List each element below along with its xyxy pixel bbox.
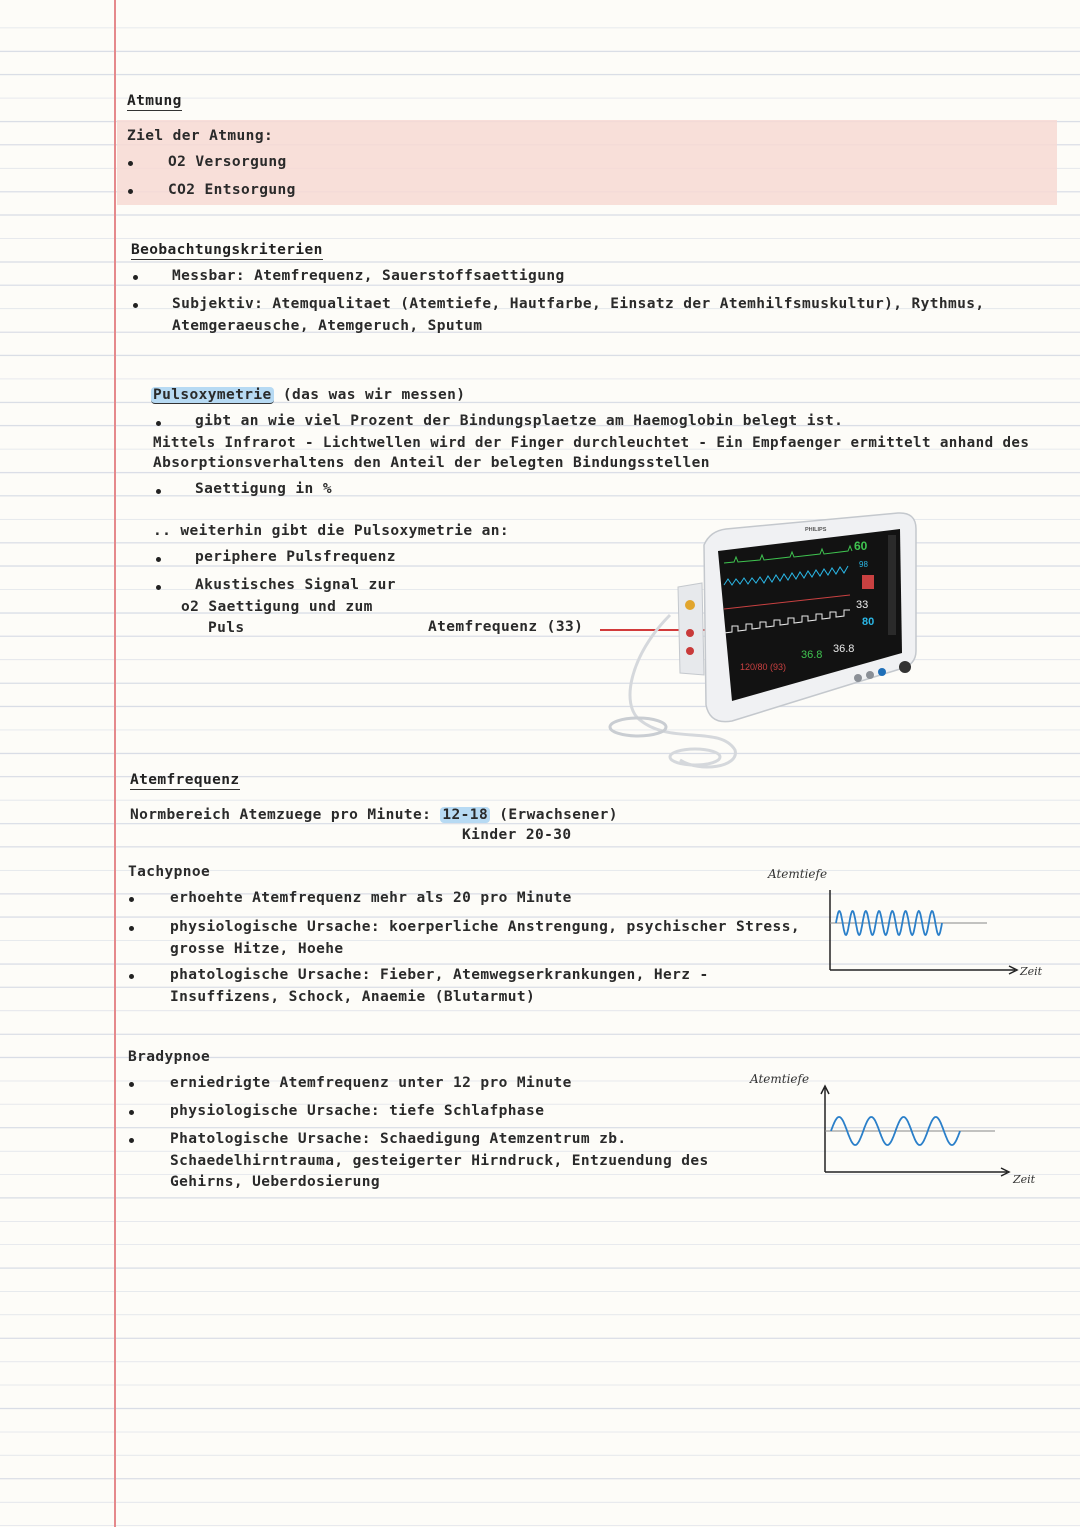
- bullet: [133, 303, 138, 308]
- ziel-item: O2 Versorgung: [168, 154, 287, 170]
- pulsoxymetrie-title: [151, 387, 465, 403]
- connector-icon: [686, 629, 694, 637]
- atemfrequenz-label: Atemfrequenz (33): [428, 619, 584, 635]
- bullet: [156, 585, 161, 590]
- bullet: [129, 1110, 134, 1115]
- bradypnoe-item: Phatologische Ursache: Schaedigung Atemzentrum zb.: [170, 1131, 627, 1147]
- cable-loop: [670, 749, 720, 765]
- button-icon: [854, 674, 862, 682]
- screen-menu: [888, 535, 896, 635]
- tachypnoe-item: physiologische Ursache: koerperliche Anstrengung, psychischer Stress,: [170, 919, 800, 935]
- ziel-item: CO2 Entsorgung: [168, 182, 296, 198]
- resp-value: 33: [856, 599, 869, 611]
- tachypnoe-item: grosse Hitze, Hoehe: [170, 941, 344, 957]
- bullet: [128, 161, 133, 166]
- puls-weiter-item: Akustisches Signal zur: [195, 577, 396, 593]
- bullet: [156, 557, 161, 562]
- bullet: [129, 897, 134, 902]
- puls-text: Absorptionsverhaltens den Anteil der belegten Bindungsstellen: [153, 455, 710, 471]
- beobachtung-subjektiv-cont: Atemgeraeusche, Atemgeruch, Sputum: [172, 318, 483, 334]
- bullet: [128, 189, 133, 194]
- tachypnoe-graph: [820, 880, 1020, 980]
- spo2-value: 98: [859, 560, 868, 569]
- puls-weiter-item: Puls: [208, 620, 245, 636]
- beobachtung-messbar: Messbar: Atemfrequenz, Sauerstoffsaettigung: [172, 268, 565, 284]
- graph-xlabel: Zeit: [1013, 1173, 1036, 1186]
- cable-loop: [610, 718, 666, 736]
- ziel-heading: Ziel der Atmung:: [127, 128, 274, 144]
- side-module: [678, 583, 704, 675]
- margin-line: [114, 0, 116, 1527]
- bradypnoe-item: physiologische Ursache: tiefe Schlafphase: [170, 1103, 545, 1119]
- pulsoxymetrie-title-rest: (das was wir messen): [273, 387, 466, 403]
- bradypnoe-title: Bradypnoe: [128, 1049, 211, 1065]
- bullet: [156, 489, 161, 494]
- section-title-beobachtung: Beobachtungskriterien: [131, 242, 323, 258]
- normbereich: [130, 807, 618, 823]
- connector-icon: [685, 600, 695, 610]
- alarm-indicator: [862, 575, 874, 589]
- button-icon: [866, 671, 874, 679]
- kinder-norm: Kinder 20-30: [462, 827, 572, 843]
- tachypnoe-title: Tachypnoe: [128, 864, 211, 880]
- tachypnoe-item: erhoehte Atemfrequenz mehr als 20 pro Minute: [170, 890, 572, 906]
- puls-weiter: .. weiterhin gibt die Pulsoxymetrie an:: [153, 523, 510, 539]
- bullet: [129, 1082, 134, 1087]
- bullet: [129, 974, 134, 979]
- bradypnoe-item: erniedrigte Atemfrequenz unter 12 pro Minute: [170, 1075, 572, 1091]
- power-knob-icon: [899, 661, 911, 673]
- hr-value: 60: [854, 539, 868, 553]
- bullet: [129, 1138, 134, 1143]
- graph-ylabel: Atemtiefe: [768, 867, 828, 881]
- button-icon: [878, 668, 886, 676]
- bullet: [156, 421, 161, 426]
- bullet: [133, 275, 138, 280]
- graph-xlabel: Zeit: [1020, 965, 1043, 978]
- pulse-value: 80: [862, 616, 875, 628]
- bradypnoe-item: Schaedelhirntrauma, gesteigerter Hirndruck, Entzuendung des: [170, 1153, 709, 1169]
- bradypnoe-graph: [815, 1080, 1015, 1180]
- monitor-brand: PHILIPS: [805, 527, 827, 533]
- pulsoxymetrie-highlight: Pulsoxymetrie: [153, 387, 272, 403]
- temp-value: 36.8: [833, 643, 855, 655]
- tachypnoe-item: Insuffizens, Schock, Anaemie (Blutarmut): [170, 989, 536, 1005]
- puls-weiter-item: periphere Pulsfrequenz: [195, 549, 396, 565]
- norm-prefix: Normbereich Atemzuege pro Minute:: [130, 807, 441, 823]
- bp-value: 120/80 (93): [740, 662, 787, 672]
- bullet: [129, 926, 134, 931]
- norm-suffix: (Erwachsener): [490, 807, 618, 823]
- puls-item: Saettigung in %: [195, 481, 332, 497]
- patient-monitor-image: [600, 505, 930, 775]
- section-title-atemfrequenz: Atemfrequenz: [130, 772, 240, 788]
- beobachtung-subjektiv: Subjektiv: Atemqualitaet (Atemtiefe, Hautfarbe, Einsatz der Atemhilfsmuskultur), Rythmus,: [172, 296, 985, 312]
- tachypnoe-item: phatologische Ursache: Fieber, Atemwegserkrankungen, Herz -: [170, 967, 709, 983]
- puls-text: Mittels Infrarot - Lichtwellen wird der Finger durchleuchtet - Ein Empfaenger ermittelt anhand des: [153, 435, 1030, 451]
- section-title-atmung: Atmung: [127, 93, 182, 109]
- norm-value: 12-18: [442, 807, 489, 823]
- connector-icon: [686, 647, 694, 655]
- temp-value: 36.8: [801, 649, 823, 661]
- bradypnoe-item: Gehirns, Ueberdosierung: [170, 1174, 380, 1190]
- graph-ylabel: Atemtiefe: [750, 1072, 810, 1086]
- puls-item: gibt an wie viel Prozent der Bindungsplaetze am Haemoglobin belegt ist.: [195, 413, 844, 429]
- puls-weiter-item: o2 Saettigung und zum: [181, 599, 373, 615]
